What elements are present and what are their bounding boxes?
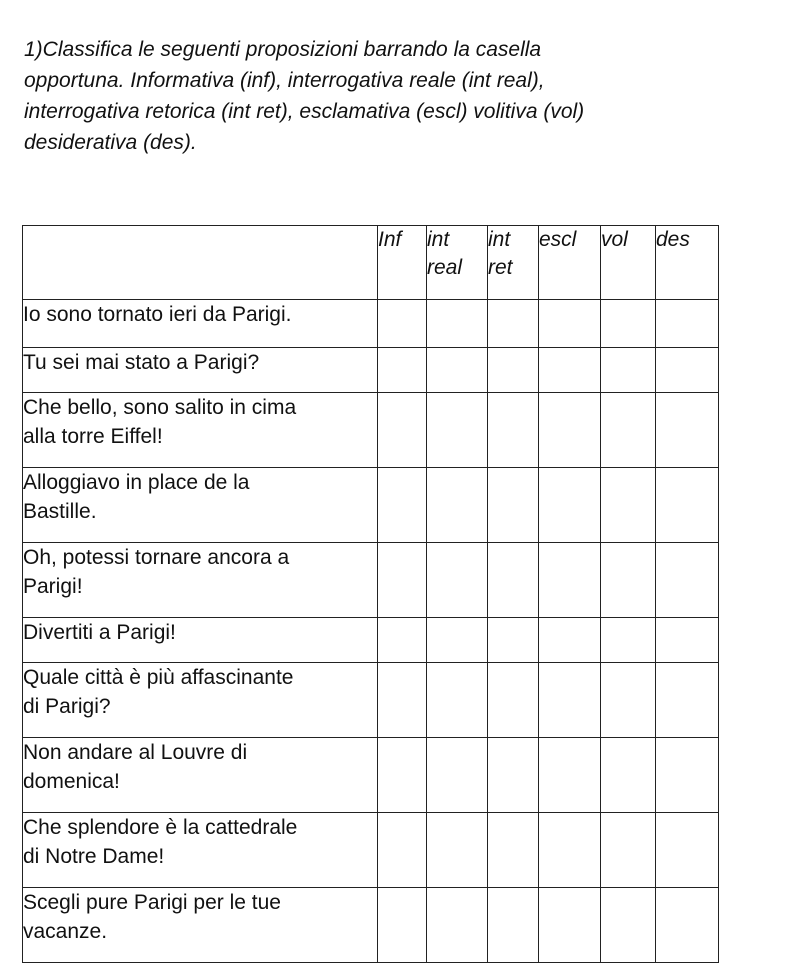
column-header-escl: escl	[539, 226, 601, 300]
instruction-line: opportuna. Informativa (inf), interrogativa reale (int real),	[24, 69, 545, 92]
checkbox-cell-int-ret[interactable]	[488, 738, 539, 813]
header-empty-cell	[23, 226, 378, 300]
sentence-cell: Oh, potessi tornare ancora a Parigi!	[23, 543, 378, 618]
column-header-vol: vol	[601, 226, 656, 300]
checkbox-cell-escl[interactable]	[539, 738, 601, 813]
checkbox-cell-int-real[interactable]	[427, 888, 488, 963]
table-row	[23, 348, 719, 393]
instruction-line: interrogativa retorica (int ret), esclamativa (escl) volitiva (vol)	[24, 100, 585, 123]
checkbox-cell-des[interactable]	[656, 888, 719, 963]
table-row	[23, 738, 719, 813]
sentence-cell: Che splendore è la cattedrale di Notre Dame!	[23, 813, 378, 888]
checkbox-cell-escl[interactable]	[539, 618, 601, 663]
column-header-int-real: int real	[427, 226, 488, 300]
checkbox-cell-inf[interactable]	[378, 813, 427, 888]
sentence-cell: Io sono tornato ieri da Parigi.	[23, 300, 378, 348]
table-row	[23, 300, 719, 348]
checkbox-cell-escl[interactable]	[539, 468, 601, 543]
checkbox-cell-escl[interactable]	[539, 663, 601, 738]
checkbox-cell-int-ret[interactable]	[488, 618, 539, 663]
checkbox-cell-des[interactable]	[656, 543, 719, 618]
checkbox-cell-int-real[interactable]	[427, 300, 488, 348]
checkbox-cell-vol[interactable]	[601, 468, 656, 543]
checkbox-cell-des[interactable]	[656, 618, 719, 663]
checkbox-cell-des[interactable]	[656, 468, 719, 543]
instruction-line: desiderativa (des).	[24, 131, 197, 154]
checkbox-cell-escl[interactable]	[539, 393, 601, 468]
checkbox-cell-escl[interactable]	[539, 888, 601, 963]
checkbox-cell-int-real[interactable]	[427, 663, 488, 738]
checkbox-cell-inf[interactable]	[378, 543, 427, 618]
column-header-inf: Inf	[378, 226, 427, 300]
checkbox-cell-vol[interactable]	[601, 393, 656, 468]
column-header-des: des	[656, 226, 719, 300]
checkbox-cell-int-real[interactable]	[427, 618, 488, 663]
checkbox-cell-int-ret[interactable]	[488, 888, 539, 963]
checkbox-cell-inf[interactable]	[378, 393, 427, 468]
checkbox-cell-inf[interactable]	[378, 468, 427, 543]
instruction-line: 1)Classifica le seguenti proposizioni barrando la casella	[24, 38, 542, 61]
table-row	[23, 888, 719, 963]
sentence-cell: Non andare al Louvre di domenica!	[23, 738, 378, 813]
table-row	[23, 663, 719, 738]
checkbox-cell-des[interactable]	[656, 348, 719, 393]
checkbox-cell-escl[interactable]	[539, 543, 601, 618]
table-row	[23, 618, 719, 663]
exercise-instruction	[24, 34, 724, 158]
checkbox-cell-des[interactable]	[656, 813, 719, 888]
sentence-cell: Che bello, sono salito in cima alla torre Eiffel!	[23, 393, 378, 468]
checkbox-cell-des[interactable]	[656, 738, 719, 813]
checkbox-cell-inf[interactable]	[378, 663, 427, 738]
checkbox-cell-int-ret[interactable]	[488, 300, 539, 348]
checkbox-cell-des[interactable]	[656, 663, 719, 738]
header-row	[23, 226, 719, 300]
column-header-int-ret: int ret	[488, 226, 539, 300]
sentence-cell: Divertiti a Parigi!	[23, 618, 378, 663]
checkbox-cell-int-ret[interactable]	[488, 543, 539, 618]
table-row	[23, 543, 719, 618]
sentence-cell: Alloggiavo in place de la Bastille.	[23, 468, 378, 543]
checkbox-cell-vol[interactable]	[601, 300, 656, 348]
checkbox-cell-int-ret[interactable]	[488, 393, 539, 468]
table-row	[23, 468, 719, 543]
checkbox-cell-inf[interactable]	[378, 348, 427, 393]
checkbox-cell-vol[interactable]	[601, 663, 656, 738]
checkbox-cell-int-ret[interactable]	[488, 813, 539, 888]
checkbox-cell-inf[interactable]	[378, 300, 427, 348]
checkbox-cell-vol[interactable]	[601, 348, 656, 393]
checkbox-cell-vol[interactable]	[601, 738, 656, 813]
checkbox-cell-escl[interactable]	[539, 813, 601, 888]
checkbox-cell-inf[interactable]	[378, 738, 427, 813]
checkbox-cell-inf[interactable]	[378, 888, 427, 963]
checkbox-cell-int-real[interactable]	[427, 543, 488, 618]
checkbox-cell-int-real[interactable]	[427, 468, 488, 543]
checkbox-cell-des[interactable]	[656, 300, 719, 348]
checkbox-cell-int-ret[interactable]	[488, 468, 539, 543]
checkbox-cell-int-ret[interactable]	[488, 663, 539, 738]
checkbox-cell-vol[interactable]	[601, 813, 656, 888]
table-row	[23, 813, 719, 888]
checkbox-cell-escl[interactable]	[539, 300, 601, 348]
checkbox-cell-int-real[interactable]	[427, 348, 488, 393]
checkbox-cell-vol[interactable]	[601, 618, 656, 663]
sentence-cell: Quale città è più affascinante di Parigi?	[23, 663, 378, 738]
checkbox-cell-escl[interactable]	[539, 348, 601, 393]
checkbox-cell-int-ret[interactable]	[488, 348, 539, 393]
checkbox-cell-int-real[interactable]	[427, 738, 488, 813]
checkbox-cell-des[interactable]	[656, 393, 719, 468]
table-row	[23, 393, 719, 468]
checkbox-cell-inf[interactable]	[378, 618, 427, 663]
checkbox-cell-vol[interactable]	[601, 543, 656, 618]
classification-table	[22, 225, 719, 963]
checkbox-cell-vol[interactable]	[601, 888, 656, 963]
sentence-cell: Scegli pure Parigi per le tue vacanze.	[23, 888, 378, 963]
checkbox-cell-int-real[interactable]	[427, 393, 488, 468]
sentence-cell: Tu sei mai stato a Parigi?	[23, 348, 378, 393]
checkbox-cell-int-real[interactable]	[427, 813, 488, 888]
